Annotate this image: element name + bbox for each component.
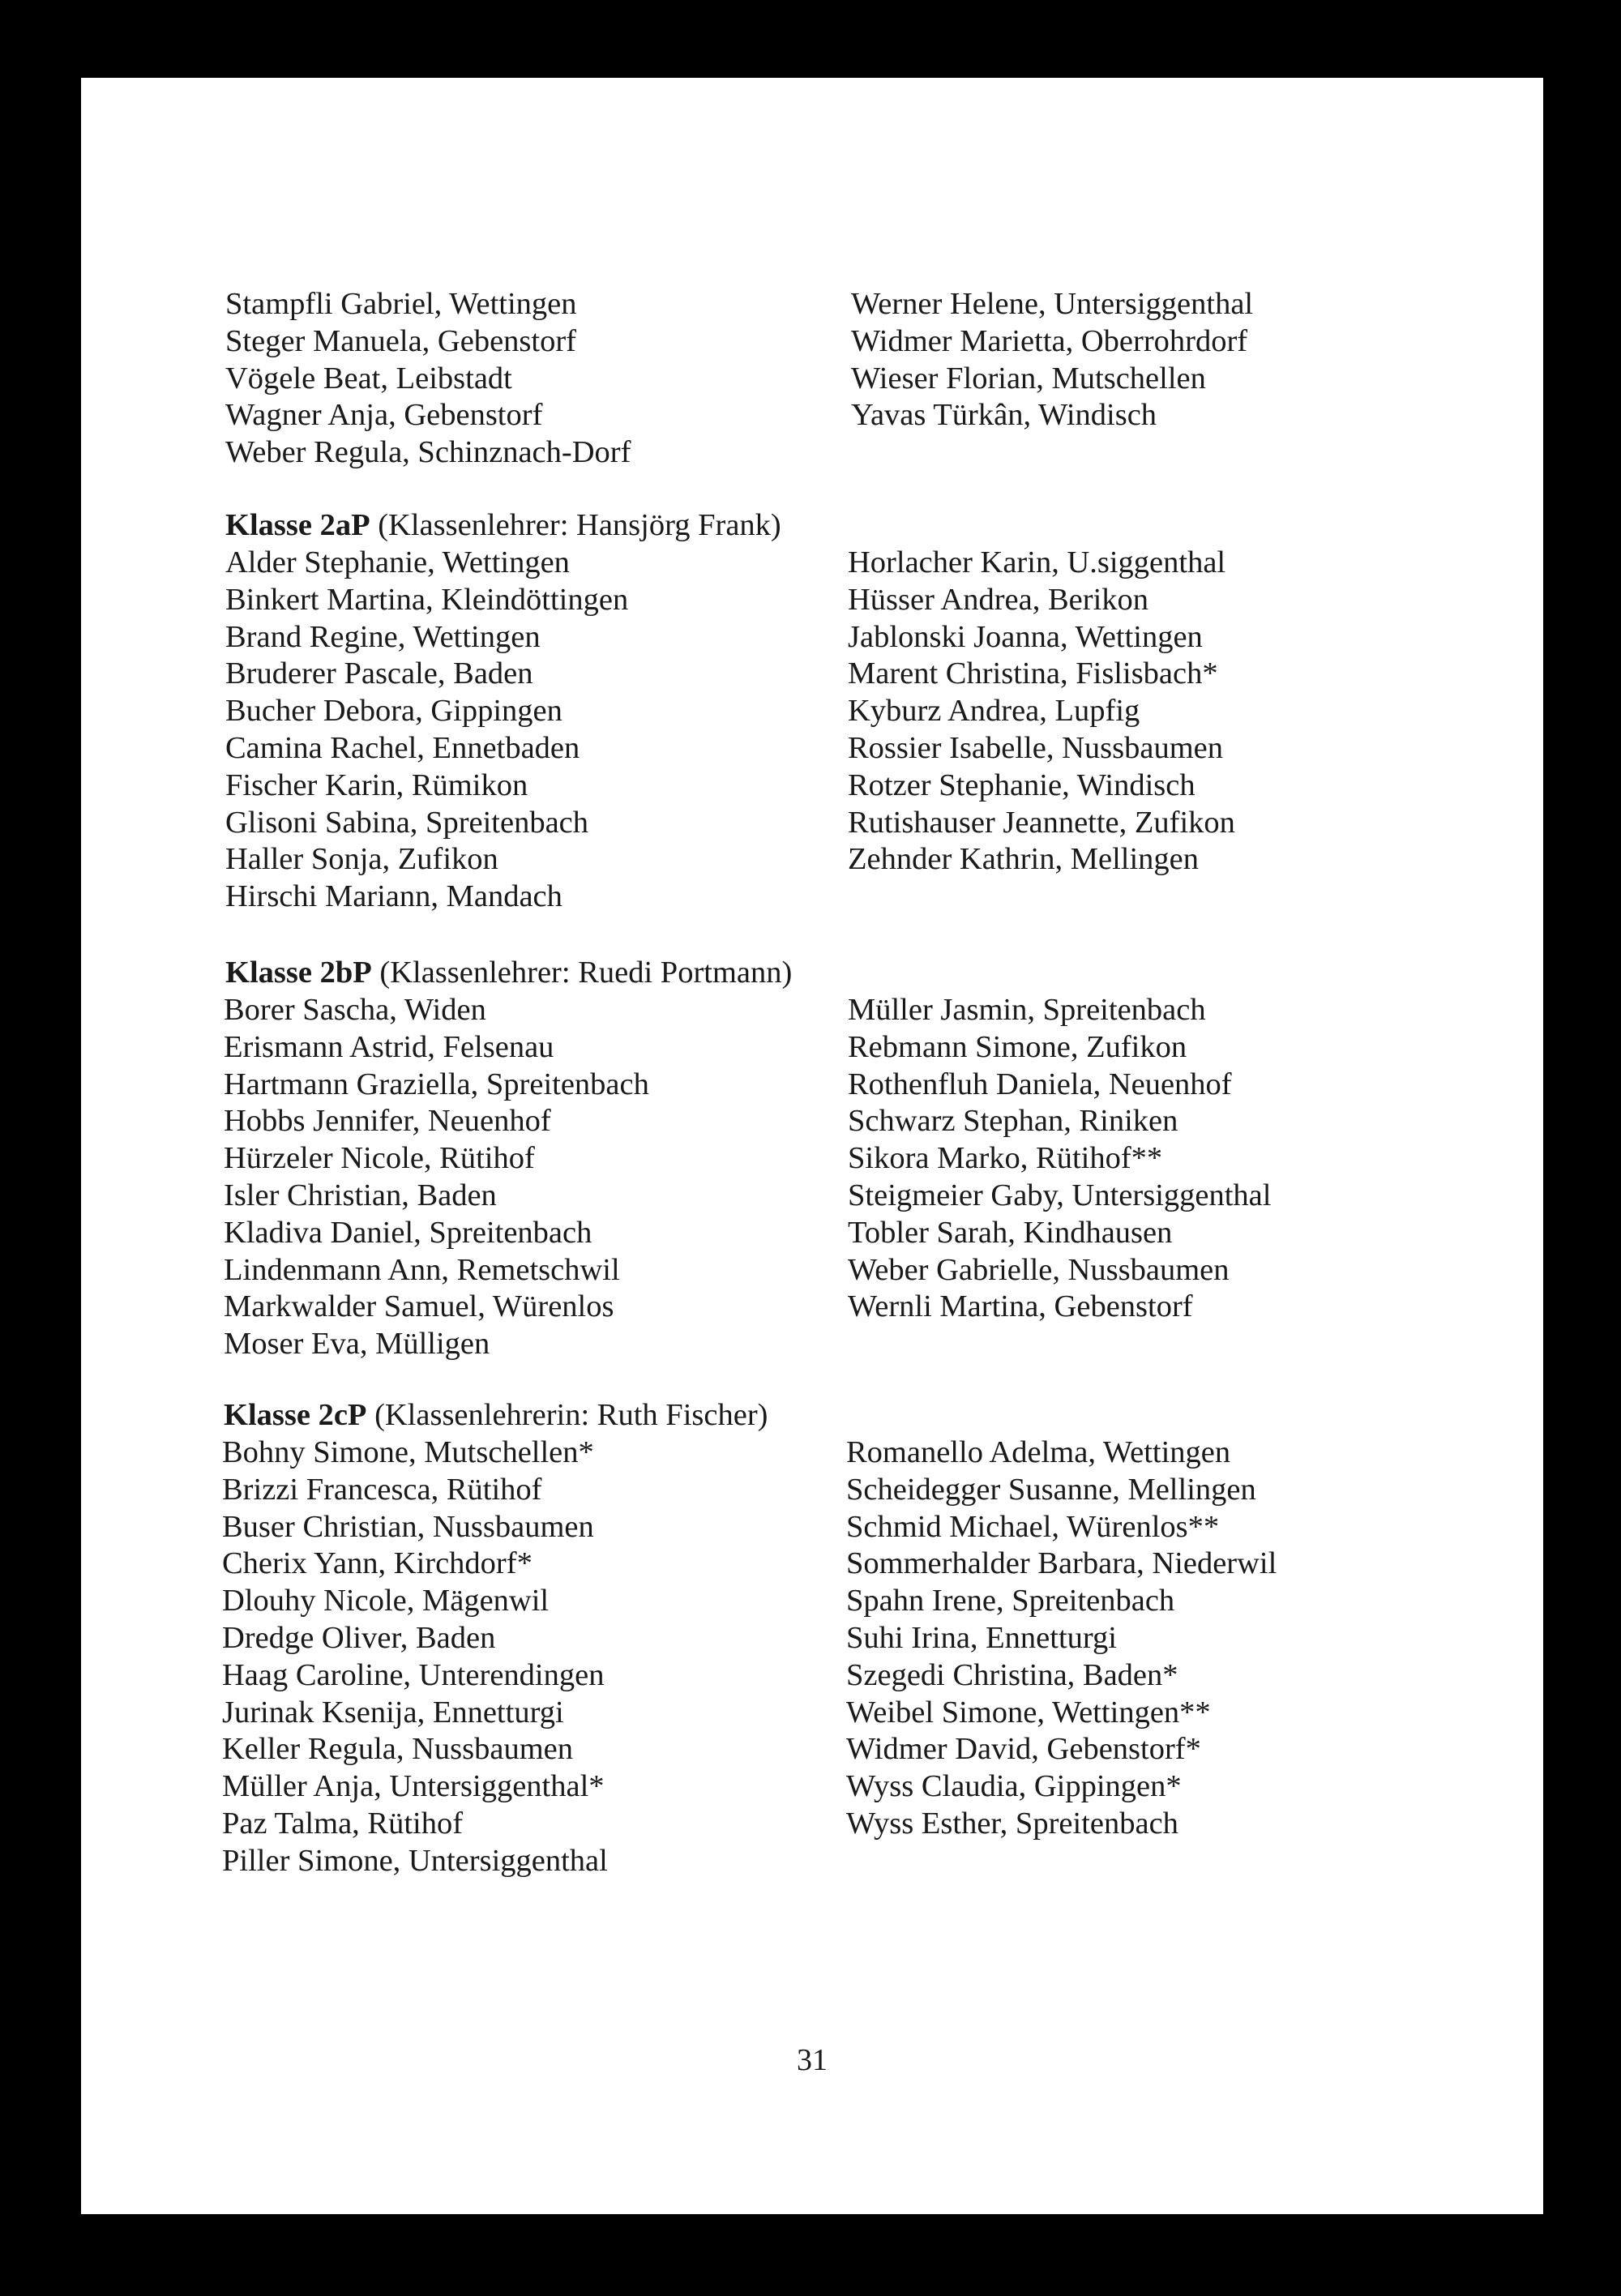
list-item: Markwalder Samuel, Würenlos	[224, 1289, 614, 1324]
list-item: Steigmeier Gaby, Untersiggenthal	[848, 1178, 1272, 1212]
list-item: Buser Christian, Nussbaumen	[222, 1509, 594, 1544]
list-item: Jablonski Joanna, Wettingen	[848, 619, 1203, 654]
list-item: Hüsser Andrea, Berikon	[848, 582, 1149, 617]
list-item: Rutishauser Jeannette, Zufikon	[848, 805, 1235, 840]
list-item: Kyburz Andrea, Lupfig	[848, 694, 1140, 729]
list-item: Schmid Michael, Würenlos**	[846, 1509, 1220, 1544]
list-item: Jurinak Ksenija, Ennetturgi	[222, 1695, 564, 1729]
list-item: Piller Simone, Untersiggenthal	[222, 1843, 608, 1878]
list-item: Hartmann Graziella, Spreitenbach	[224, 1067, 649, 1101]
list-item: Bucher Debora, Gippingen	[225, 694, 562, 729]
list-item: Keller Regula, Nussbaumen	[222, 1732, 574, 1767]
list-item: Brizzi Francesca, Rütihof	[222, 1472, 542, 1507]
right-column	[848, 545, 1235, 879]
list-item: Schwarz Stephan, Riniken	[848, 1104, 1178, 1139]
list-item: Rossier Isabelle, Nussbaumen	[848, 730, 1223, 765]
list-item: Brand Regine, Wettingen	[225, 619, 541, 654]
list-item: Tobler Sarah, Kindhausen	[848, 1215, 1173, 1250]
left-column	[224, 992, 649, 1363]
list-item: Widmer David, Gebenstorf*	[846, 1732, 1201, 1767]
list-item: Hirschi Mariann, Mandach	[225, 879, 562, 914]
list-item: Szegedi Christina, Baden*	[846, 1657, 1178, 1692]
class-name: Klasse 2cP	[224, 1398, 367, 1432]
list-item: Haller Sonja, Zufikon	[225, 842, 498, 877]
list-item: Wernli Martina, Gebenstorf	[848, 1289, 1193, 1324]
list-item: Marent Christina, Fislisbach*	[848, 656, 1218, 691]
right-column	[848, 992, 1271, 1326]
list-item: Zehnder Kathrin, Mellingen	[848, 842, 1199, 877]
list-item: Hobbs Jennifer, Neuenhof	[224, 1104, 551, 1139]
list-item: Alder Stephanie, Wettingen	[225, 545, 570, 579]
list-item: Scheidegger Susanne, Mellingen	[846, 1472, 1256, 1507]
list-item: Sikora Marko, Rütihof**	[848, 1141, 1163, 1176]
list-item: Wieser Florian, Mutschellen	[851, 361, 1206, 395]
list-item: Romanello Adelma, Wettingen	[846, 1435, 1231, 1469]
list-item: Kladiva Daniel, Spreitenbach	[224, 1215, 592, 1250]
class-teacher: (Klassenlehrerin: Ruth Fischer)	[366, 1398, 768, 1432]
class-heading	[225, 955, 792, 992]
list-item: Rotzer Stephanie, Windisch	[848, 767, 1195, 802]
list-item: Erismann Astrid, Felsenau	[224, 1029, 554, 1064]
list-item: Weibel Simone, Wettingen**	[846, 1695, 1211, 1729]
class-name: Klasse 2bP	[225, 956, 372, 990]
class-name: Klasse 2aP	[225, 508, 370, 542]
list-item: Dlouhy Nicole, Mägenwil	[222, 1584, 550, 1618]
list-item: Isler Christian, Baden	[224, 1178, 497, 1212]
list-item: Sommerhalder Barbara, Niederwil	[846, 1546, 1277, 1581]
list-item: Bruderer Pascale, Baden	[225, 656, 533, 691]
list-item: Lindenmann Ann, Remetschwil	[224, 1252, 620, 1287]
list-item: Borer Sascha, Widen	[224, 993, 486, 1027]
list-item: Widmer Marietta, Oberrohrdorf	[851, 323, 1248, 358]
list-item: Wagner Anja, Gebenstorf	[225, 398, 543, 433]
list-item: Werner Helene, Untersiggenthal	[851, 287, 1254, 321]
list-item: Moser Eva, Mülligen	[224, 1327, 490, 1362]
list-item: Wyss Esther, Spreitenbach	[846, 1806, 1178, 1841]
list-item: Haag Caroline, Unterendingen	[222, 1657, 605, 1692]
left-column	[222, 1434, 608, 1880]
list-item: Paz Talma, Rütihof	[222, 1806, 464, 1841]
right-column	[851, 286, 1253, 434]
list-item: Bohny Simone, Mutschellen*	[222, 1435, 594, 1469]
list-item: Vögele Beat, Leibstadt	[225, 361, 512, 395]
document-page	[81, 78, 1543, 2214]
left-column	[225, 286, 631, 472]
list-item: Weber Regula, Schinznach-Dorf	[225, 435, 631, 470]
list-item: Glisoni Sabina, Spreitenbach	[225, 805, 589, 840]
class-heading	[224, 1397, 768, 1434]
list-item: Fischer Karin, Rümikon	[225, 767, 528, 802]
list-item: Steger Manuela, Gebenstorf	[225, 323, 576, 358]
list-item: Rothenfluh Daniela, Neuenhof	[848, 1067, 1232, 1101]
list-item: Binkert Martina, Kleindöttingen	[225, 582, 629, 617]
list-item: Suhi Irina, Ennetturgi	[846, 1620, 1117, 1655]
list-item: Spahn Irene, Spreitenbach	[846, 1584, 1175, 1618]
list-item: Stampfli Gabriel, Wettingen	[225, 287, 577, 321]
list-item: Cherix Yann, Kirchdorf*	[222, 1546, 532, 1581]
list-item: Horlacher Karin, U.siggenthal	[848, 545, 1226, 579]
class-teacher: (Klassenlehrer: Ruedi Portmann)	[371, 956, 793, 990]
list-item: Yavas Türkân, Windisch	[851, 398, 1157, 433]
list-item: Rebmann Simone, Zufikon	[848, 1029, 1187, 1064]
right-column	[846, 1434, 1277, 1843]
list-item: Müller Anja, Untersiggenthal*	[222, 1769, 605, 1804]
class-teacher: (Klassenlehrer: Hansjörg Frank)	[370, 508, 781, 542]
left-column	[225, 545, 628, 916]
list-item: Müller Jasmin, Spreitenbach	[848, 993, 1206, 1027]
class-heading	[225, 507, 781, 545]
list-item: Weber Gabrielle, Nussbaumen	[848, 1252, 1230, 1287]
list-item: Dredge Oliver, Baden	[222, 1620, 496, 1655]
list-item: Camina Rachel, Ennetbaden	[225, 730, 580, 765]
list-item: Wyss Claudia, Gippingen*	[846, 1769, 1182, 1804]
list-item: Hürzeler Nicole, Rütihof	[224, 1141, 535, 1176]
page-number: 31	[797, 2043, 828, 2077]
